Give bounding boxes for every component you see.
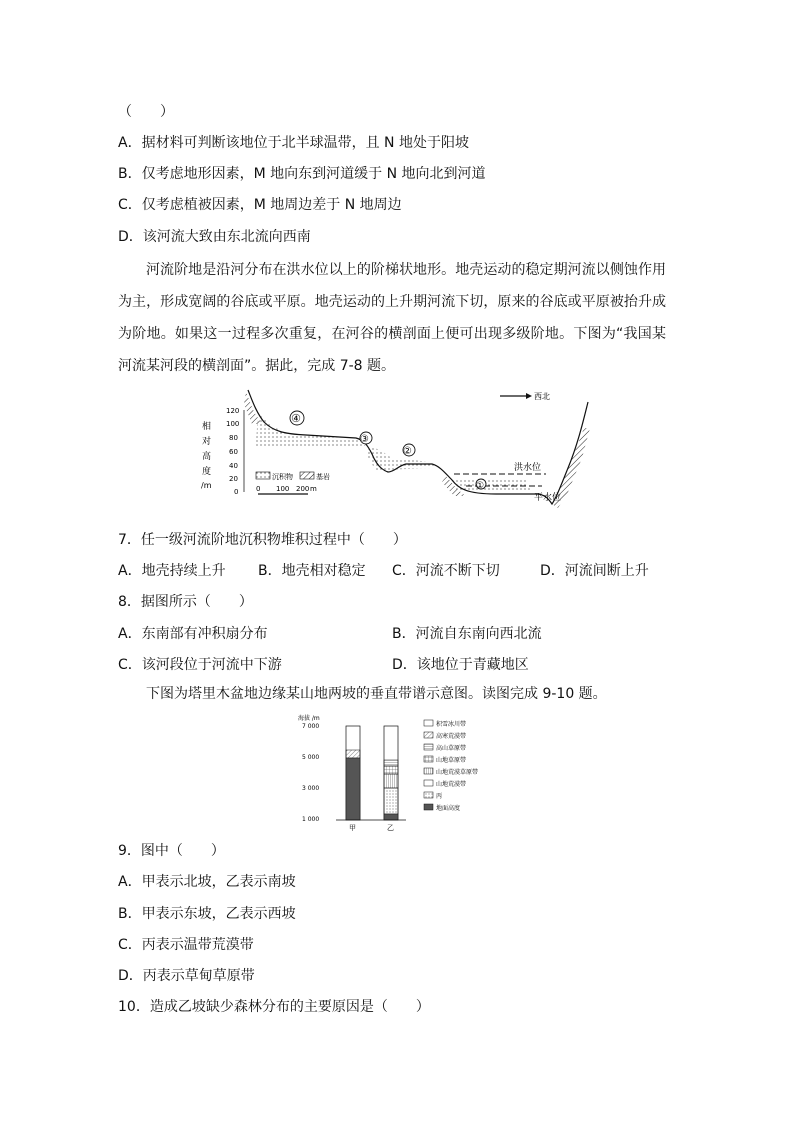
q7-stem: 7．任一级河流阶地沉积物堆积过程中（ ） [118,532,407,548]
figure1-ytick-0: 0 [234,488,239,496]
q7-option-c: C．河流不断下切 [392,563,500,579]
figure1-ytick-20: 20 [229,475,238,483]
terrace-passage: 河流阶地是沿河分布在洪水位以上的阶梯状地形。地壳运动的稳定期河流以侧蚀作用为主，形成宽阔的谷底或平原。地壳运动的上升期河流下切，原来的谷底或平原被抬升成为阶地。如果这一过程多次重复，在河谷的横剖面上便可出现多级阶地。下图为“我国某河流某河段的横剖面”。据此，完成 7-8 题。 [118,262,666,374]
normal-level-label: 平水位 [534,493,562,503]
q8-option-b: B．河流自东南向西北流 [392,626,542,642]
figure1-ytick-100: 100 [226,420,240,428]
figure1-ytick-80: 80 [229,434,238,442]
legend-bedrock-label: 基岩 [316,473,330,481]
legend-glacier: 积雪冰川带 [436,721,467,728]
terrace-4-label: ④ [291,412,301,425]
q8-option-d: D．该地位于青藏地区 [392,657,529,673]
q7-option-d: D．河流间断上升 [540,563,649,579]
column-yi-label: 乙 [387,824,394,832]
q6-option-a: A．据材料可判断该地位于北半球温带，且 N 地处于阳坡 [118,135,469,151]
q7-option-b: B．地壳相对稳定 [258,563,366,579]
figure1-ytick-40: 40 [229,462,238,470]
q9-stem: 9．图中（ ） [118,843,225,859]
scale-label-100: 100 [276,485,290,493]
vertical-zonation-figure [296,712,506,832]
legend-mountain-steppe: 山地草原带 [436,757,467,764]
legend-sediment-label: 沉积物 [272,473,293,481]
q8-option-c: C．该河段位于河流中下游 [118,657,282,673]
legend-desert-steppe: 山地荒漠草原带 [436,769,479,776]
tarim-passage: 下图为塔里木盆地边缘某山地两坡的垂直带谱示意图。读图完成 9-10 题。 [146,686,607,702]
figure1-ylabel-1: 相 [202,422,212,432]
figure1-ytick-60: 60 [229,448,238,456]
figure1-ylabel-5: /m [201,481,212,490]
terrace-1-sediment [451,478,531,492]
figure2-ytick-5000: 5 000 [302,754,320,761]
scale-label-unit: m [310,485,317,493]
terrace-3-label: ③ [360,434,369,445]
legend-alpine-steppe: 高山草原带 [436,745,467,752]
figure1-ylabel-2: 对 [202,437,212,447]
figure2-ytick-3000: 3 000 [302,785,320,792]
figure1-ylabel-4: 度 [202,467,212,477]
q8-option-a: A．东南部有冲积扇分布 [118,626,268,642]
legend-mountain-desert: 山地荒漠带 [436,781,467,788]
direction-label: 西北 [534,392,550,401]
q7-option-a: A．地壳持续上升 [118,563,226,579]
legend-sediment-swatch [256,472,270,479]
figure1-ylabel-3: 高 [202,452,212,462]
terrace-1-label: ① [476,481,485,491]
figure2-ylabel: 海拔 /m [298,715,320,722]
q6-option-d: D．该河流大致由东北流向西南 [118,229,311,245]
scale-label-0: 0 [256,485,261,493]
q9-option-b: B．甲表示东坡，乙表示西坡 [118,906,296,922]
column-jia-label: 甲 [349,824,356,832]
legend-bing: 丙 [436,793,443,800]
q6-option-b: B．仅考虑地形因素，M 地向东到河道缓于 N 地向北到河道 [118,166,486,182]
q9-option-d: D．丙表示草甸草原带 [118,968,255,984]
figure2-ytick-7000: 7 000 [302,723,320,730]
q6-bracket: （ ） [118,104,174,120]
figure2-legend [424,720,478,812]
column-yi [384,726,398,820]
q10-stem: 10．造成乙坡缺少森林分布的主要原因是（ ） [118,999,430,1015]
q6-option-c: C．仅考虑植被因素，M 地周边差于 N 地周边 [118,197,402,213]
column-jia [346,726,360,820]
q9-option-c: C．丙表示温带荒漠带 [118,937,254,953]
q8-stem: 8．据图所示（ ） [118,594,253,610]
legend-ground-height: 地面高度 [436,805,461,812]
legend-bedrock-swatch [300,472,314,479]
q9-option-a: A．甲表示北坡，乙表示南坡 [118,874,296,890]
figure1-ytick-120: 120 [226,407,240,415]
legend-alpine-desert: 高寒荒漠带 [436,733,467,740]
flood-level-label: 洪水位 [514,463,542,473]
scale-label-200: 200 [296,485,310,493]
figure2-ytick-1000: 1 000 [302,816,320,823]
terrace-2-label: ② [403,446,412,457]
river-cross-section-figure [196,388,596,513]
